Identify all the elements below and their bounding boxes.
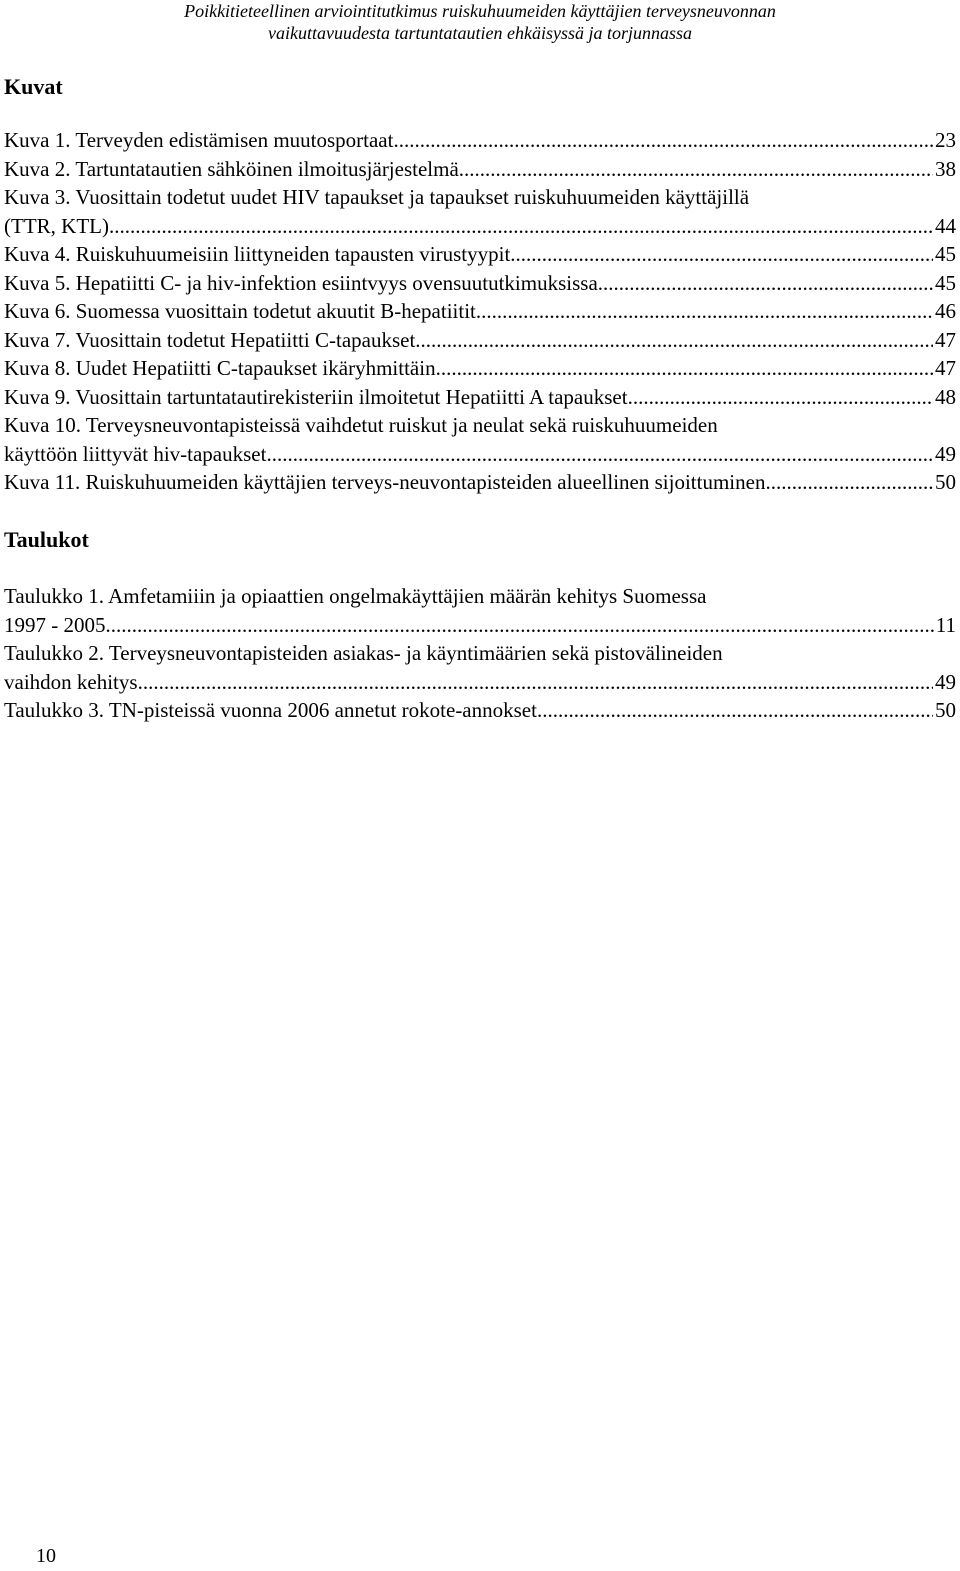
- toc-entry-taulukko-3[interactable]: [4, 696, 956, 725]
- tables-heading: Taulukot: [4, 527, 89, 552]
- running-header-line-2: vaikuttavuudesta tartuntatautien ehkäisyssä ja torjunnassa: [268, 23, 692, 43]
- toc-entry-page: 47: [935, 327, 956, 352]
- toc-entry-taulukko-1[interactable]: [4, 582, 956, 639]
- toc-entry-title: vaihdon kehitys: [4, 669, 138, 694]
- toc-entry-page: 45: [935, 242, 956, 266]
- toc-entry-kuva-3[interactable]: [4, 183, 956, 240]
- toc-entry-kuva-10[interactable]: [4, 411, 956, 468]
- toc-entry-title: Kuva 4. Ruiskuhuumeisiin liittyneiden tapausten virustyypit: [4, 242, 511, 266]
- toc-entry-page: 50: [935, 698, 956, 722]
- dot-leader: [476, 297, 933, 326]
- toc-entry-taulukko-2[interactable]: [4, 639, 956, 696]
- toc-entry-page: 48: [935, 384, 956, 409]
- dot-leader: [510, 240, 933, 269]
- dot-leader: [393, 126, 933, 155]
- dot-leader: [537, 696, 933, 725]
- dot-leader: [459, 155, 933, 184]
- toc-entry-title: Kuva 5. Hepatiitti C- ja hiv-infektion esiintvyys ovensuututkimuksissa: [4, 270, 598, 295]
- dot-leader: [114, 212, 933, 241]
- toc-entry-title-line-1: Taulukko 1. Amfetamiiin ja opiaattien ongelmakäyttäjien määrän kehitys Suomessa: [4, 584, 707, 608]
- toc-entry-page: 45: [935, 270, 956, 295]
- toc-entry-title: 1997 - 2005.: [4, 612, 111, 637]
- toc-entry-title: Kuva 9. Vuosittain tartuntatautirekisteriin ilmoitetut Hepatiitti A tapaukset: [4, 384, 628, 409]
- toc-entry-page: 38: [935, 156, 956, 181]
- toc-entry-page: 49: [935, 669, 956, 694]
- dot-leader: [111, 611, 934, 640]
- toc-entry-kuva-8[interactable]: [4, 354, 956, 383]
- toc-entry-kuva-5[interactable]: [4, 269, 956, 298]
- dot-leader: [765, 468, 933, 497]
- toc-entry-title: (TTR, KTL).: [4, 213, 115, 238]
- toc-entry-page: 49: [935, 441, 956, 466]
- toc-entry-kuva-11[interactable]: [4, 468, 956, 497]
- toc-entry-page: 23: [935, 128, 956, 152]
- toc-entry-kuva-9[interactable]: [4, 383, 956, 412]
- toc-entry-page: 50: [935, 470, 956, 494]
- toc-entry-title: Kuva 11. Ruiskuhuumeiden käyttäjien terveys-neuvontapisteiden alueellinen sijoittuminen: [4, 470, 766, 494]
- toc-entry-page: 44: [935, 213, 956, 238]
- dot-leader: [138, 668, 933, 697]
- toc-entry-page: 47: [935, 356, 956, 380]
- toc-entry-kuva-2[interactable]: [4, 155, 956, 184]
- toc-entry-kuva-7[interactable]: [4, 326, 956, 355]
- toc-entry-title-line-1: Taulukko 2. Terveysneuvontapisteiden asiakas- ja käyntimäärien sekä pistovälineiden: [4, 641, 723, 665]
- toc-entry-kuva-1[interactable]: [4, 126, 956, 155]
- running-header-line-1: Poikkitieteellinen arviointitutkimus ruiskuhuumeiden käyttäjien terveysneuvonnan: [184, 1, 776, 21]
- toc-entry-kuva-6[interactable]: [4, 297, 956, 326]
- toc-entry-title: käyttöön liittyvät hiv-tapaukset: [4, 441, 267, 466]
- dot-leader: [415, 326, 933, 355]
- toc-entry-kuva-4[interactable]: [4, 240, 956, 269]
- tables-list: [4, 582, 956, 725]
- toc-entry-page: 46: [935, 299, 956, 323]
- dot-leader: [598, 269, 933, 298]
- toc-entry-title: Kuva 8. Uudet Hepatiitti C-tapaukset ikäryhmittäin: [4, 356, 436, 380]
- toc-entry-title: Taulukko 3. TN-pisteissä vuonna 2006 annetut rokote-annokset: [4, 698, 537, 722]
- dot-leader: [436, 354, 933, 383]
- toc-entry-title: Kuva 2. Tartuntatautien sähköinen ilmoitusjärjestelmä: [4, 156, 459, 181]
- figures-heading: Kuvat: [4, 74, 63, 99]
- toc-entry-title: Kuva 6. Suomessa vuosittain todetut akuutit B-hepatiitit: [4, 299, 476, 323]
- running-header: [100, 0, 860, 44]
- page-number: 10: [36, 1545, 56, 1567]
- toc-entry-title-line-1: Kuva 3. Vuosittain todetut uudet HIV tapaukset ja tapaukset ruiskuhuumeiden käyttäjillä: [4, 185, 750, 209]
- dot-leader: [628, 383, 933, 412]
- toc-entry-title-line-1: Kuva 10. Terveysneuvontapisteissä vaihdetut ruiskut ja neulat sekä ruiskuhuumeiden: [4, 413, 718, 437]
- toc-entry-title: Kuva 7. Vuosittain todetut Hepatiitti C-tapaukset: [4, 327, 416, 352]
- figures-list: [4, 126, 956, 497]
- toc-entry-page: 11: [935, 612, 956, 637]
- dot-leader: [266, 440, 933, 469]
- toc-entry-title: Kuva 1. Terveyden edistämisen muutosportaat: [4, 128, 394, 152]
